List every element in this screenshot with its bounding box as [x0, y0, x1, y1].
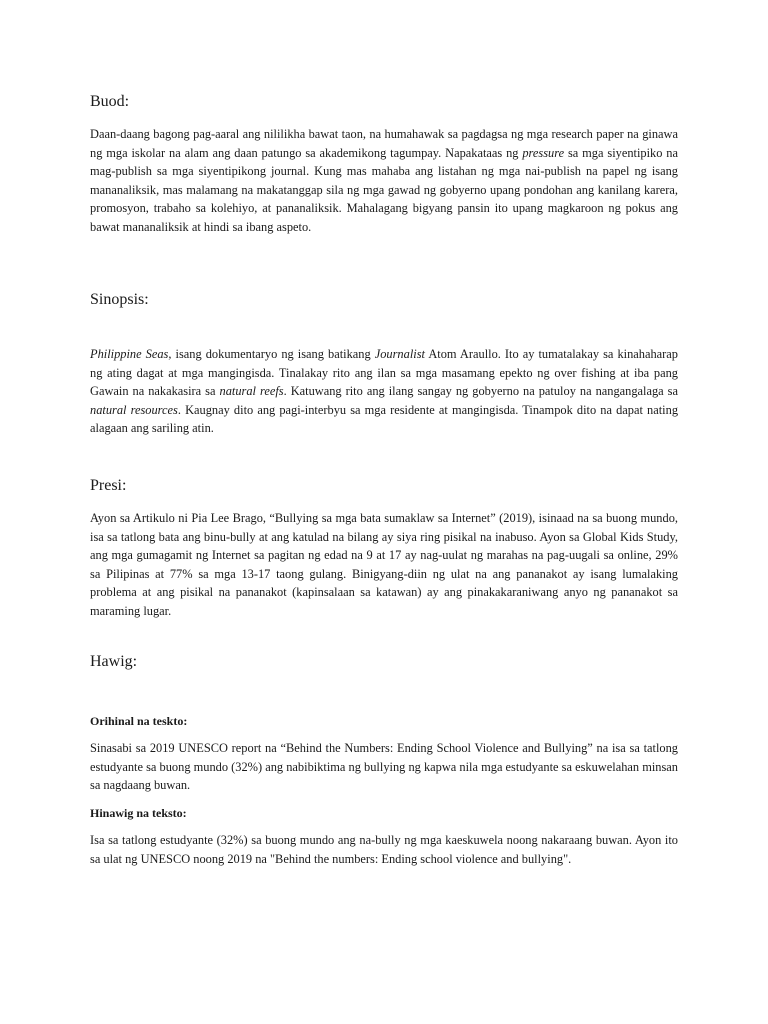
sinopsis-text-3: . Katuwang rito ang ilang sangay ng gobyerno na patuloy na nangangalaga sa [283, 384, 678, 398]
hawig-heading: Hawig: [90, 653, 138, 670]
sinopsis-em-2: Journalist [374, 347, 425, 361]
presi-heading: Presi: [90, 477, 127, 494]
orihinal-label: Orihinal na teskto: [90, 714, 188, 728]
sinopsis-em-4: natural resources [90, 402, 178, 417]
sinopsis-text-2: Atom Araullo. Ito ay tumatalakay sa kinahaharap ng ating dagat at mga mangingisda. Tinalakay rito ang ilan sa mga masamang epekto ng over fishing at iba pang Gawain na nakakasira sa [90, 347, 678, 398]
sinopsis-paragraph [90, 345, 678, 438]
buod-heading: Buod: [90, 93, 130, 110]
sinopsis-em-1: Philippine Seas, [90, 347, 172, 361]
sinopsis-text-4: . Kaugnay dito ang pagi-interbyu sa mga residente at mangingisda. Tinampok dito na dapat nating alagaan ang sariling atin. [90, 402, 679, 435]
buod-text-2: sa mga siyentipiko na mag-publish sa mga siyentipikong journal. Kung mas mahaba ang listahan ng mga nai-publish na papel ng isang mananaliksik, mas malamang na makatanggap sila ng mga gawad ng gobyerno upang pondohan ang kanilang karera, promosyon, trabaho sa kolehiyo, at pananaliksik. Mahalagang bigyang pansin ito upang magkaroon ng pokus ang bawat mananaliksik at hindi sa ibang aspeto. [90, 145, 678, 234]
sinopsis-heading: Sinopsis: [90, 291, 149, 308]
buod-text-1: Daan-daang bagong pag-aaral ang nililikha bawat taon, na humahawak sa pagdagsa ng mga research paper na ginawa ng mga iskolar na alam ang daan patungo sa akademikong tagumpay. Napakataas ng [90, 127, 678, 160]
hinawig-label: Hinawig na teksto: [90, 806, 187, 820]
buod-emphasis: pressure [522, 145, 565, 160]
presi-paragraph: Ayon sa Artikulo ni Pia Lee Brago, “Bullying sa mga bata sumaklaw sa Internet” (2019), isinaad na sa buong mundo, isa sa tatlong bata ang binu-bully at ang katulad na bilang ay siya ring pisikal na inabuso. Ayon sa Global Kids Study, ang mga gumagamit ng Internet sa pagitan ng edad na 9 at 17 ay nag-uulat ng marahas na pag-uugali sa online, 29% sa Pilipinas at 77% sa mga 13-17 taong gulang. Binigyang-diin ng ulat na ang pananakot ay isang lumalaking problema at ang pisikal na pananakot (kapinsalaan sa katawan) ay ang pinakakaraniwang anyo ng pananakot sa maraming lugar. [90, 511, 678, 618]
orihinal-paragraph: Sinasabi sa 2019 UNESCO report na “Behind the Numbers: Ending School Violence and Bullying” na isa sa tatlong estudyante sa buong mundo (32%) ang nabibiktima ng bullying ng kapwa nila mga estudyante sa eskuwelahan minsan sa nagdaang buwan. [90, 741, 678, 792]
hinawig-paragraph: Isa sa tatlong estudyante (32%) sa buong mundo ang na-bully ng mga kaeskuwela noong nakaraang buwan. Ayon ito sa ulat ng UNESCO noong 2019 na "Behind the numbers: Ending school violence and bullying". [90, 833, 678, 866]
sinopsis-text-1: isang dokumentaryo ng isang batikang [171, 347, 375, 361]
buod-paragraph [90, 125, 678, 236]
sinopsis-em-3: natural reefs [219, 384, 284, 398]
